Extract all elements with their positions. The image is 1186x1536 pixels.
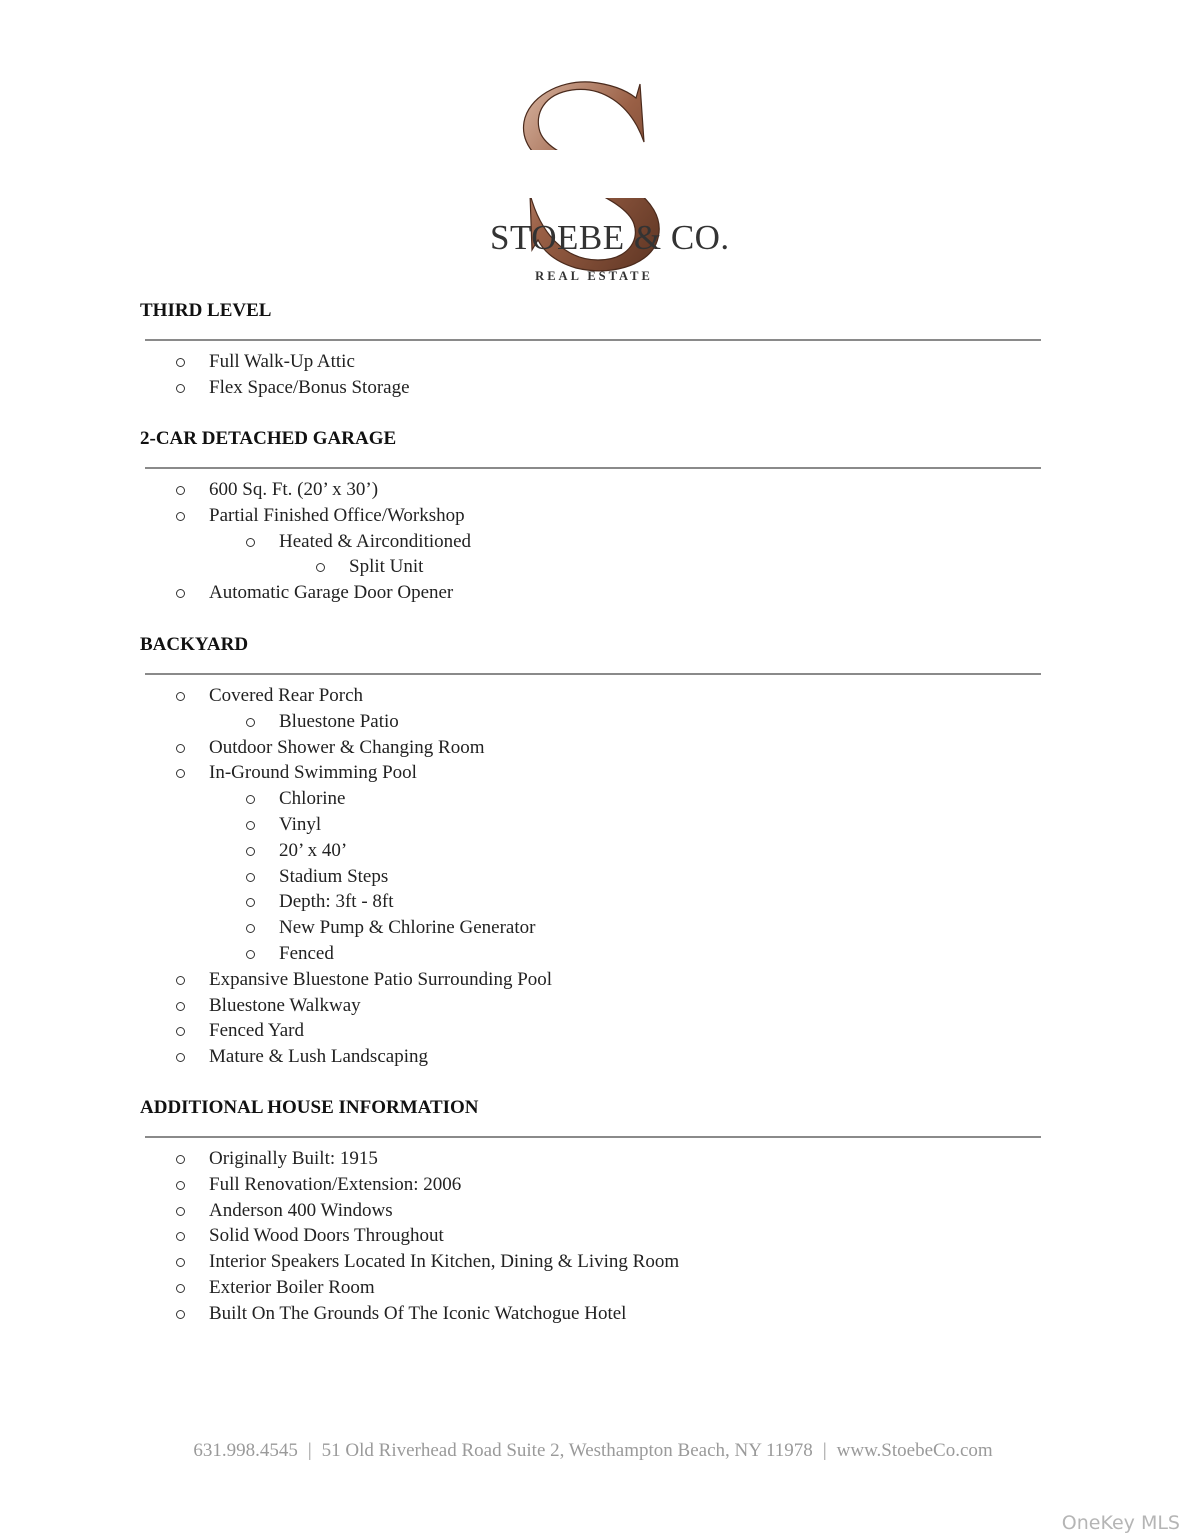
hollow-bullet-icon — [316, 563, 325, 572]
footer-website[interactable]: www.StoebeCo.com — [836, 1440, 993, 1461]
mls-watermark: OneKey MLS — [1061, 1512, 1180, 1534]
list-item: Solid Wood Doors Throughout — [209, 1225, 444, 1247]
hollow-bullet-icon — [246, 873, 255, 882]
footer-separator: | — [307, 1440, 312, 1461]
hollow-bullet-icon — [246, 847, 255, 856]
hollow-bullet-icon — [176, 1027, 185, 1036]
hollow-bullet-icon — [176, 1310, 185, 1319]
hollow-bullet-icon — [176, 589, 185, 598]
list-item: Expansive Bluestone Patio Surrounding Pool — [209, 968, 553, 990]
section-title: BACKYARD — [140, 634, 249, 655]
list-item: Outdoor Shower & Changing Room — [209, 736, 485, 758]
list-item: Full Walk-Up Attic — [209, 351, 355, 372]
list-item: Depth: 3ft - 8ft — [279, 891, 394, 913]
list-item: Bluestone Walkway — [209, 994, 361, 1016]
section-divider — [145, 339, 1041, 341]
section-divider — [145, 673, 1041, 675]
list-item: Anderson 400 Windows — [209, 1199, 393, 1221]
list-item: Interior Speakers Located In Kitchen, Dining & Living Room — [209, 1251, 680, 1273]
hollow-bullet-icon — [176, 486, 185, 495]
list-item: Built On The Grounds Of The Iconic Watchogue Hotel — [209, 1302, 627, 1324]
list-item: Mature & Lush Landscaping — [209, 1046, 428, 1068]
hollow-bullet-icon — [176, 1284, 185, 1293]
hollow-bullet-icon — [246, 950, 255, 959]
list-item: In-Ground Swimming Pool — [209, 762, 417, 784]
hollow-bullet-icon — [176, 1002, 185, 1011]
list-item: Fenced Yard — [209, 1020, 304, 1042]
list-item: 20’ x 40’ — [279, 839, 348, 861]
hollow-bullet-icon — [176, 1207, 185, 1216]
section-title: THIRD LEVEL — [140, 300, 272, 321]
hollow-bullet-icon — [246, 538, 255, 547]
hollow-bullet-icon — [246, 924, 255, 933]
hollow-bullet-icon — [246, 718, 255, 727]
section-divider — [145, 467, 1041, 469]
section-title: ADDITIONAL HOUSE INFORMATION — [140, 1097, 479, 1118]
hollow-bullet-icon — [176, 769, 185, 778]
list-item: Heated & Airconditioned — [279, 530, 472, 552]
list-item: Chlorine — [279, 788, 346, 810]
list-item: Bluestone Patio — [279, 710, 399, 732]
footer-separator: | — [822, 1440, 827, 1461]
list-item: Stadium Steps — [279, 865, 389, 887]
section-divider — [145, 1136, 1041, 1138]
footer-address: 51 Old Riverhead Road Suite 2, Westhampton Beach, NY 11978 — [321, 1440, 813, 1461]
logo-tagline: REAL ESTATE — [535, 269, 653, 283]
list-item: Exterior Boiler Room — [209, 1277, 375, 1298]
hollow-bullet-icon — [176, 976, 185, 985]
footer-phone: 631.998.4545 — [193, 1440, 298, 1461]
hollow-bullet-icon — [246, 898, 255, 907]
hollow-bullet-icon — [176, 1258, 185, 1267]
hollow-bullet-icon — [176, 1053, 185, 1062]
list-item: Flex Space/Bonus Storage — [209, 376, 410, 398]
list-item: New Pump & Chlorine Generator — [279, 917, 536, 939]
list-item: Automatic Garage Door Opener — [209, 582, 454, 604]
hollow-bullet-icon — [176, 384, 185, 393]
list-item: Split Unit — [349, 556, 424, 578]
hollow-bullet-icon — [176, 692, 185, 701]
logo-wordmark: STOEBE & CO. — [490, 218, 730, 257]
list-item: Originally Built: 1915 — [209, 1148, 378, 1169]
hollow-bullet-icon — [246, 795, 255, 804]
list-item: Vinyl — [279, 814, 322, 835]
hollow-bullet-icon — [176, 512, 185, 521]
list-item: Partial Finished Office/Workshop — [209, 504, 465, 526]
hollow-bullet-icon — [176, 744, 185, 753]
hollow-bullet-icon — [176, 358, 185, 367]
list-item: 600 Sq. Ft. (20’ x 30’) — [209, 479, 379, 500]
list-item: Fenced — [279, 943, 334, 964]
section-title: 2-CAR DETACHED GARAGE — [140, 428, 397, 449]
hollow-bullet-icon — [176, 1232, 185, 1241]
hollow-bullet-icon — [176, 1155, 185, 1164]
footer-contact — [0, 1440, 1186, 1462]
list-item: Covered Rear Porch — [209, 685, 364, 706]
list-item: Full Renovation/Extension: 2006 — [209, 1173, 462, 1195]
hollow-bullet-icon — [246, 821, 255, 830]
hollow-bullet-icon — [176, 1181, 185, 1190]
company-logo — [480, 72, 730, 292]
